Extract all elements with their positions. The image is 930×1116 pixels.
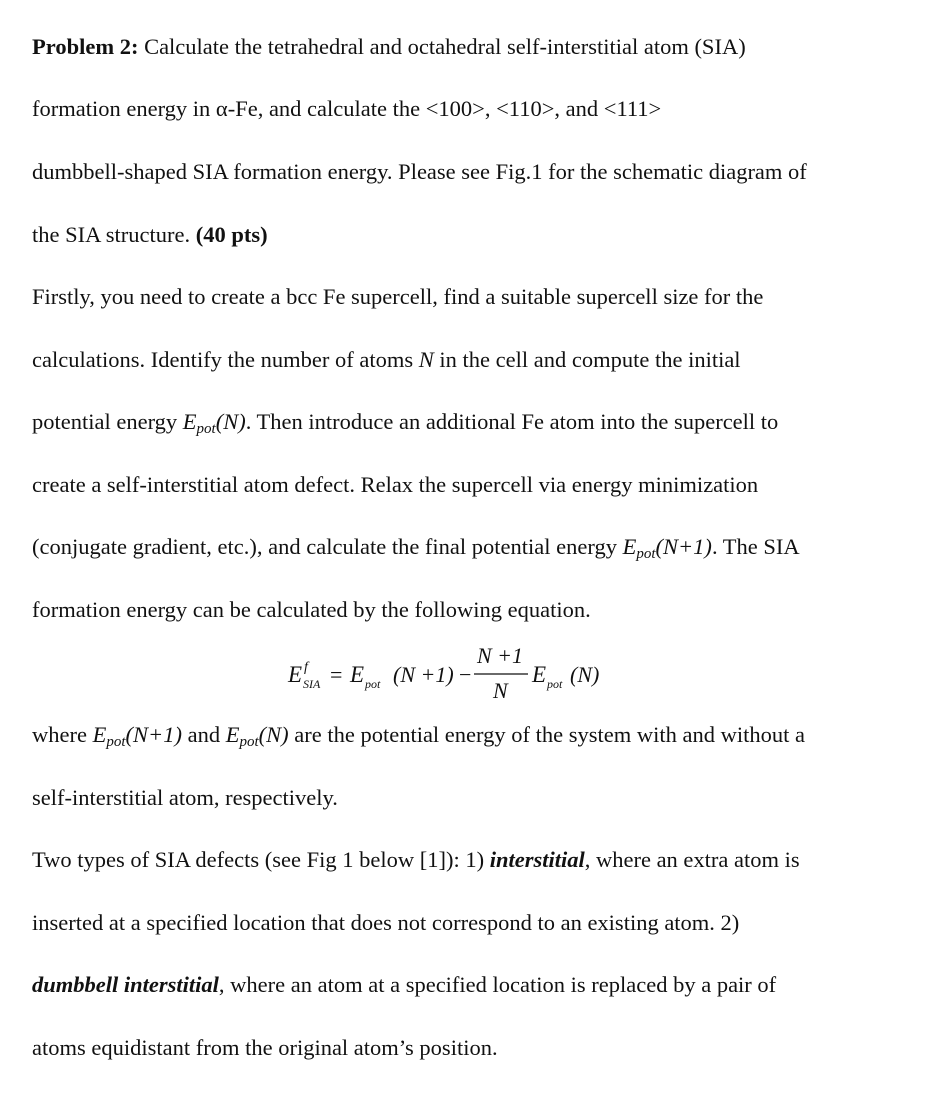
para1-line-6 [32,596,912,624]
para-text: are the potential energy of the system with and without a [288,722,805,747]
term-interstitial: interstitial [489,847,585,872]
eq-equals: = [330,662,343,687]
eq-denominator: N [493,678,508,703]
eq-e-pot: E [350,662,365,687]
sub-pot: pot [196,421,216,437]
problem-text: formation energy in α-Fe, and calculate the <100>, <110>, and <111> [32,96,662,121]
var-e: E [622,534,637,559]
problem-heading: Problem 2: [32,34,139,59]
arg-n: (N) [215,409,246,434]
para-text: Firstly, you need to create a bcc Fe supercell, find a suitable supercell size for the [32,284,764,309]
para-text: calculations. Identify the number of atoms [32,347,419,372]
para-text: Two types of SIA defects (see Fig 1 below [1]): 1) [32,847,490,872]
problem-line-1 [32,33,912,61]
eq-sub-pot: pot [365,677,381,691]
sub-pot: pot [636,546,656,562]
para-text: formation energy can be calculated by the following equation. [32,597,591,622]
term-dumbbell-interstitial: dumbbell interstitial [32,972,219,997]
var-n: N [418,347,434,372]
para-text: create a self-interstitial atom defect. Relax the supercell via energy minimization [32,472,759,497]
para-text: in the cell and compute the initial [433,347,741,372]
para-text: potential energy [32,409,183,434]
points-label: (40 pts) [195,222,268,247]
para-text: , where an atom at a specified location is replaced by a pair of [218,972,777,997]
eq-minus: − [459,662,472,687]
sub-pot: pot [106,734,126,750]
para-text: self-interstitial atom, respectively. [32,785,338,810]
equation-svg [0,640,930,706]
eq-numerator: N +1 [477,643,524,668]
para1-line-1 [32,283,912,311]
para3-line-2 [32,909,912,937]
para-text: atoms equidistant from the original atom’s position. [32,1035,498,1060]
problem-line-3 [32,158,912,186]
eq-sub-pot-2: pot [547,677,563,691]
var-e: E [225,722,240,747]
problem-text: the SIA structure. [32,222,196,247]
para-text: inserted at a specified location that does not correspond to an existing atom. 2) [32,910,740,935]
para3-line-4 [32,1034,912,1062]
para-text: and [181,722,226,747]
sub-pot: pot [239,734,259,750]
problem-line-2 [32,95,912,123]
para-text: where [32,722,93,747]
para1-line-4 [32,471,912,499]
eq-sup-f: f [304,660,308,675]
para1-line-5 [32,533,912,568]
para-text: (conjugate gradient, etc.), and calculate the final potential energy [32,534,623,559]
eq-e-pot-2: E [532,662,547,687]
problem-text: dumbbell-shaped SIA formation energy. Please see Fig.1 for the schematic diagram of [32,159,807,184]
eq-arg2: (N) [570,662,600,687]
eq-e: E [288,662,303,687]
para3-line-3 [32,971,912,999]
para3-line-1 [32,846,912,874]
para1-line-2 [32,346,912,374]
var-e: E [182,409,197,434]
problem-text: Calculate the tetrahedral and octahedral self-interstitial atom (SIA) [138,34,746,59]
problem-line-4 [32,221,912,249]
eq-sub-sia: SIA [303,677,321,691]
arg-n-plus-1: (N+1) [125,722,182,747]
arg-n-plus-1: (N+1) [655,534,712,559]
para2-line-1 [32,721,912,756]
para-text: . The SIA [711,534,800,559]
para-text: . Then introduce an additional Fe atom into the supercell to [245,409,779,434]
para2-line-2 [32,784,912,812]
para1-line-3 [32,408,912,443]
eq-arg1: (N +1) [393,662,454,687]
var-e: E [92,722,107,747]
arg-n: (N) [258,722,289,747]
para-text: , where an extra atom is [584,847,800,872]
formation-energy-equation [0,640,930,706]
